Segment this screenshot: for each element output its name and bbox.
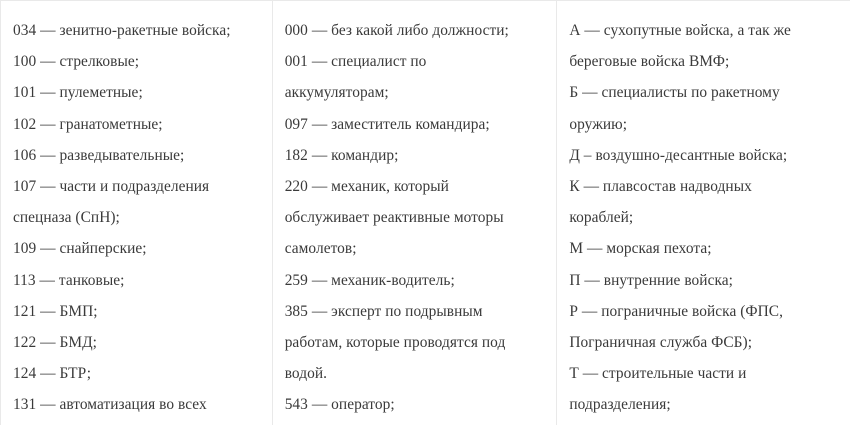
table-line: 001 — специалист по — [284, 53, 427, 71]
table-line: работам, которые проводятся под — [284, 333, 506, 351]
table-line: Пограничная служба ФСБ); — [569, 333, 753, 351]
table-line: 000 — без какой либо должности; — [284, 22, 509, 39]
table-line: 124 — БТР; — [13, 365, 92, 383]
table-line: 106 — разведывательные; — [13, 146, 185, 164]
table-line: Т — строительные части и — [569, 365, 747, 383]
table-line: М — морская пехота; — [569, 240, 712, 258]
table-line: 113 — танковые; — [13, 271, 125, 289]
table-line: 543 — оператор; — [284, 396, 395, 414]
table-line: спецназа (СпН); — [13, 209, 120, 227]
table-line: самолетов; — [284, 240, 357, 258]
table-line: 131 — автоматизация во всех — [13, 396, 207, 414]
table-line: оружию; — [569, 115, 628, 133]
table-line: 101 — пулеметные; — [13, 84, 143, 102]
table-line: водой. — [284, 365, 328, 383]
table-line: Д – воздушно-десантные войска; — [569, 146, 788, 164]
table-line: Р — пограничные войска (ФПС, — [569, 302, 784, 320]
table-line: Б — специалисты по ракетному — [569, 84, 780, 102]
table-line: 107 — части и подразделения — [13, 177, 210, 195]
table-line: А — сухопутные войска, а так же — [569, 22, 791, 39]
table-column-specialty-codes — [1, 1, 273, 425]
table-line: аккумуляторам; — [284, 84, 389, 102]
table-line: К — плавсостав надводных — [569, 177, 752, 195]
table-line: 385 — эксперт по подрывным — [284, 302, 483, 320]
table-column-position-codes — [273, 1, 558, 425]
table-line: 109 — снайперские; — [13, 240, 147, 258]
table-line: 122 — БМД; — [13, 333, 97, 351]
table-line: 220 — механик, который — [284, 177, 449, 195]
table-line: П — внутренние войска; — [569, 271, 733, 289]
table-line: 259 — механик-водитель; — [284, 271, 455, 289]
table-line: береговые войска ВМФ; — [569, 53, 730, 71]
table-line: 102 — гранатометные; — [13, 115, 163, 133]
table-line: подразделения; — [569, 396, 671, 414]
table-line: 097 — заместитель командира; — [284, 115, 490, 133]
table-line: кораблей; — [569, 209, 634, 227]
table-line: 034 — зенитно-ракетные войска; — [13, 22, 231, 39]
table-column-branch-letters — [557, 1, 850, 425]
table-line: обслуживает реактивные моторы — [284, 209, 504, 227]
table-line: 100 — стрелковые; — [13, 53, 140, 71]
table-line: 121 — БМП; — [13, 302, 98, 320]
table-line: 182 — командир; — [284, 146, 399, 164]
